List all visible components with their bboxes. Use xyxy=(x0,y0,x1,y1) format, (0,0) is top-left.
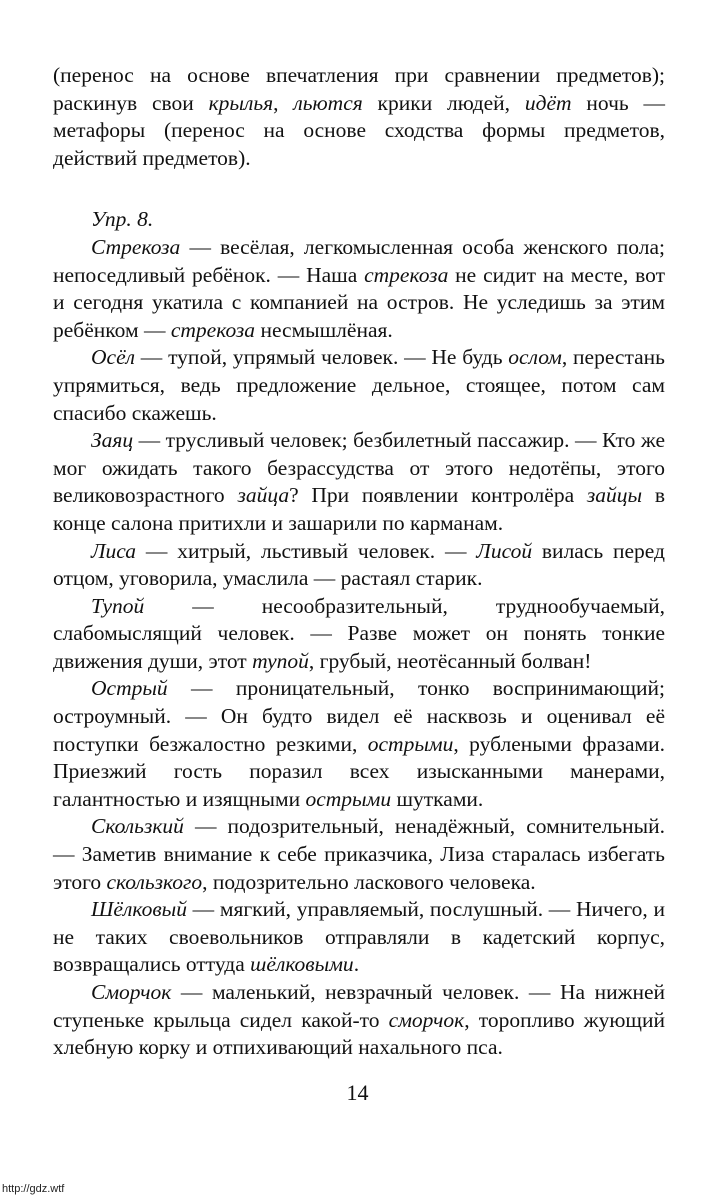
intro-text: ночь — метафоры (перенос на основе сходства формы предметов, действий предметов). xyxy=(53,90,666,170)
entry-italic-word: зайцы xyxy=(586,483,643,508)
entry-osel xyxy=(53,344,665,427)
entry-text: — проницательный, тонко воспринимающий; остроумный. — Он будто видел её насквозь и оценивал её поступки безжалостно резкими, xyxy=(53,676,665,756)
entry-text: не сидит на месте, вот и сегодня укатила с компанией на остров. Не уследишь за этим ребёнком — xyxy=(53,262,665,342)
intro-text: , xyxy=(273,90,294,115)
entry-lisa xyxy=(53,538,665,593)
entry-italic-word: скользкого xyxy=(106,869,203,894)
entry-text: в конце салона притихли и зашарили по карманам. xyxy=(53,483,665,535)
entry-term: Осёл xyxy=(91,345,135,370)
entry-italic-word: стрекоза xyxy=(170,317,256,342)
entry-text: — весёлая, легкомысленная особа женского пола; непоседливый ребёнок. — Наша xyxy=(53,234,665,287)
intro-text: крики людей, xyxy=(362,90,525,115)
entry-italic-word: острыми xyxy=(367,731,454,756)
entry-strekoza xyxy=(53,234,665,344)
entry-term: Сморчок xyxy=(91,980,172,1004)
intro-paragraph xyxy=(53,62,665,172)
entry-italic-word: Лисой xyxy=(476,538,533,563)
entry-italic-word: сморчок xyxy=(388,1007,465,1032)
entry-ostryy xyxy=(53,675,665,813)
entry-text: — мягкий, управляемый, послушный. — Ничего, и не таких своевольников отправляли в кадетский корпус, возвращались оттуда xyxy=(53,897,665,977)
entry-text: , грубый, неотёсанный болван! xyxy=(308,648,592,673)
page-body xyxy=(53,62,665,1062)
entry-term: Скользкий xyxy=(91,814,184,839)
entry-text: ? При появлении контролёра xyxy=(289,483,587,508)
intro-italic-word: идёт xyxy=(524,90,572,115)
entry-text: , рублеными фразами. Приезжий гость поразил всех изысканными манерами, галантностью и изящными xyxy=(53,731,666,811)
entry-text: . xyxy=(353,952,360,977)
entry-text: — трусливый человек; безбилетный пассажир. — Кто же мог ожидать такого безрассудства от этого недотёпы, этого великовозрастного xyxy=(53,428,665,508)
entry-term: Заяц xyxy=(91,428,134,453)
entry-text: — хитрый, льстивый человек. — xyxy=(136,538,477,563)
entry-term: Стрекоза xyxy=(91,234,181,259)
entry-italic-word: шёлковыми xyxy=(250,952,354,977)
entry-smorchok xyxy=(53,979,665,1062)
entry-italic-word: зайца xyxy=(237,483,290,508)
entry-italic-word: стрекоза xyxy=(364,262,449,287)
entry-zayac xyxy=(53,427,665,537)
entry-text: , торопливо жующий хлебную корку и отпихивающий нахального пса. xyxy=(53,1007,665,1060)
entry-skolzkiy xyxy=(53,813,665,896)
entry-text: — подозрительный, ненадёжный, сомнительный. — Заметив внимание к себе приказчика, Лиза старалась избегать этого xyxy=(53,814,665,894)
exercise-title: Упр. 8. xyxy=(91,207,154,232)
entry-shelkovyy xyxy=(53,896,665,979)
entry-italic-word: ослом xyxy=(508,345,562,370)
entry-term: Острый xyxy=(91,676,168,701)
entry-term: Лиса xyxy=(91,538,137,563)
entry-text: шутками. xyxy=(391,786,484,811)
entry-text: несмышлёная. xyxy=(255,317,393,342)
entry-text: — тупой, упрямый человек. — Не будь xyxy=(135,345,509,370)
intro-italic-word: льются xyxy=(293,90,363,115)
entry-tupoy xyxy=(53,593,665,676)
entry-text: , перестань упрямиться, ведь предложение дельное, стоящее, потом сам спасибо скажешь. xyxy=(53,345,665,425)
entry-text: , подозрительно ласкового человека. xyxy=(202,869,536,894)
entry-text: — маленький, невзрачный человек. — На нижней ступеньке крыльца сидел какой-то xyxy=(53,980,665,1032)
entry-text: вилась перед отцом, уговорила, умаслила — растаял старик. xyxy=(53,538,666,591)
watermark-link[interactable]: http://gdz.wtf xyxy=(2,1183,65,1195)
intro-italic-word: крылья xyxy=(208,90,274,115)
intro-text: (перенос на основе впечатления при сравнении предметов); раскинув свои xyxy=(53,63,665,115)
entry-italic-word: тупой xyxy=(252,648,309,673)
entry-term: Тупой xyxy=(91,593,145,618)
entry-text: — несообразительный, труднообучаемый, слабомыслящий человек. — Разве может он понять тонкие движения души, этот xyxy=(53,593,665,673)
entry-italic-word: острыми xyxy=(305,786,392,811)
page-number: 14 xyxy=(346,1080,369,1105)
entry-term: Шёлковый xyxy=(91,897,187,922)
